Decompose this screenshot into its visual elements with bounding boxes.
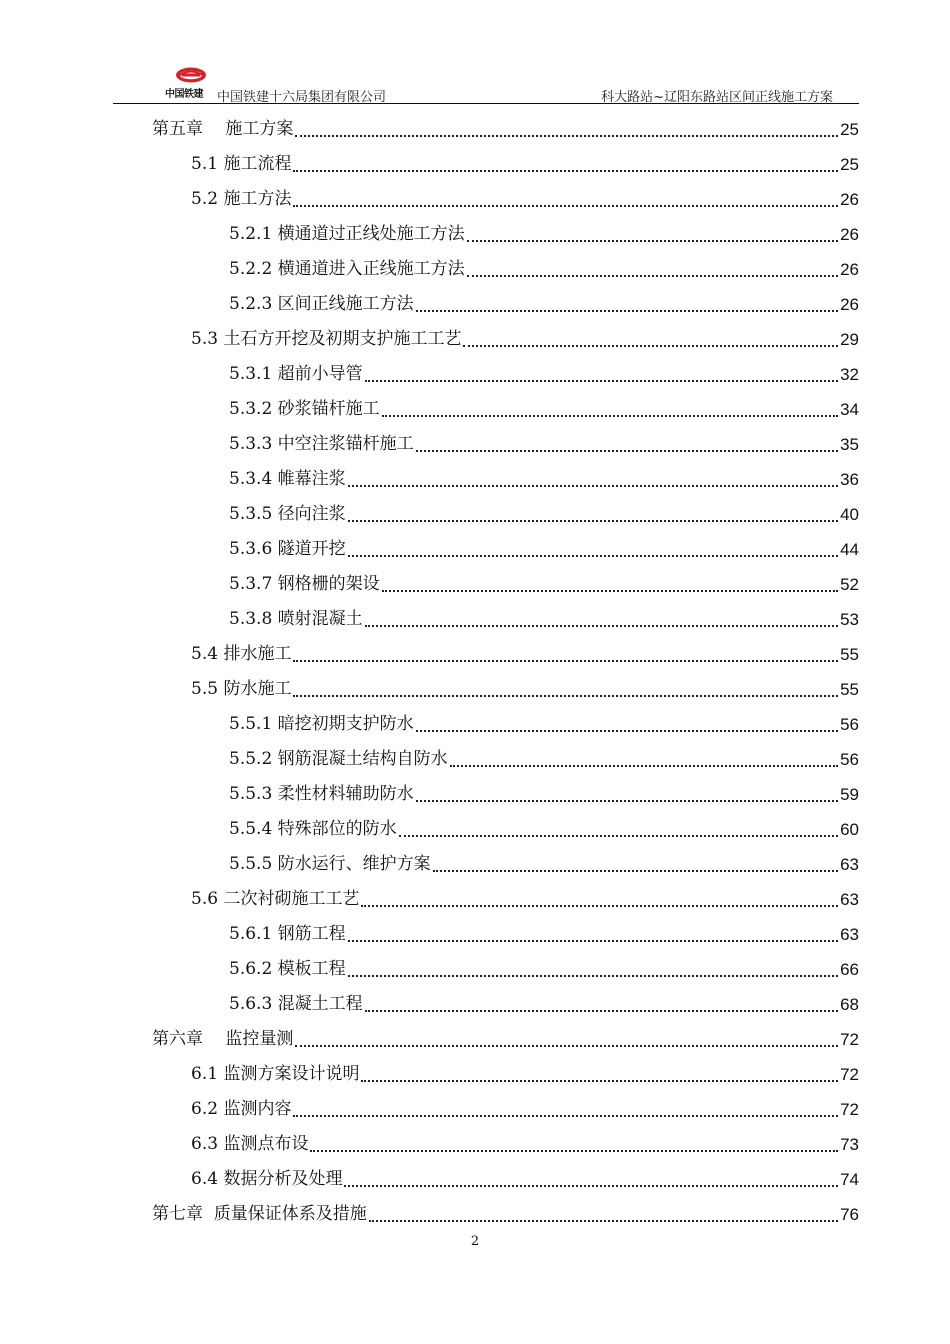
toc-entry-page: 32 [840,365,859,384]
toc-entry-label: 5.5.3 柔性材料辅助防水 [229,784,414,804]
toc-dot-leader [365,380,838,382]
toc-entry[interactable] [152,707,859,742]
toc-entry-label: 5.2.1 横通道过正线处施工方法 [229,224,465,244]
toc-dot-leader [293,170,838,172]
toc-dot-leader [348,485,838,487]
toc-entry[interactable] [152,1092,859,1127]
toc-entry[interactable] [152,252,859,287]
toc-entry[interactable] [152,917,859,952]
toc-entry-label: 5.3.2 砂浆锚杆施工 [229,399,380,419]
toc-dot-leader [293,205,838,207]
toc-entry[interactable] [152,392,859,427]
toc-entry[interactable] [152,567,859,602]
toc-dot-leader [467,240,838,242]
toc-entry-page: 53 [840,610,859,629]
toc-entry-page: 56 [840,750,859,769]
toc-entry-label: 5.3.3 中空注浆锚杆施工 [229,434,414,454]
toc-dot-leader [433,870,838,872]
toc-entry-page: 34 [840,400,859,419]
toc-entry-label: 5.3.7 钢格栅的架设 [229,574,380,594]
header-divider [113,103,859,104]
toc-entry[interactable] [152,462,859,497]
toc-entry-label: 5.2.2 横通道进入正线施工方法 [229,259,465,279]
page-number: 2 [470,1234,480,1249]
toc-entry-label: 5.2.3 区间正线施工方法 [229,294,414,314]
toc-entry-label: 5.3.8 喷射混凝土 [229,609,363,629]
toc-entry-label: 5.5.2 钢筋混凝土结构自防水 [229,749,448,769]
toc-dot-leader [361,905,838,907]
toc-dot-leader [293,660,838,662]
toc-entry-label: 6.2 监测内容 [191,1099,292,1119]
toc-entry[interactable] [152,812,859,847]
toc-entry[interactable] [152,952,859,987]
toc-entry-page: 74 [840,1170,859,1189]
toc-entry-page: 55 [840,680,859,699]
toc-entry-label: 第七章 质量保证体系及措施 [152,1204,367,1224]
toc-dot-leader [348,940,838,942]
toc-entry[interactable] [152,497,859,532]
toc-entry[interactable] [152,1022,859,1057]
toc-dot-leader [382,415,838,417]
toc-entry-page: 26 [840,260,859,279]
page-header [113,66,859,104]
toc-entry[interactable] [152,112,859,147]
toc-entry[interactable] [152,777,859,812]
toc-dot-leader [416,730,838,732]
toc-entry[interactable] [152,1057,859,1092]
toc-entry-label: 6.3 监测点布设 [191,1134,309,1154]
toc-dot-leader [344,1185,838,1187]
toc-entry-label: 5.1 施工流程 [191,154,292,174]
toc-dot-leader [416,310,838,312]
toc-dot-leader [295,1045,838,1047]
toc-entry-page: 40 [840,505,859,524]
toc-entry-label: 5.5.1 暗挖初期支护防水 [229,714,414,734]
toc-entry-page: 66 [840,960,859,979]
toc-entry[interactable] [152,182,859,217]
toc-entry[interactable] [152,147,859,182]
toc-entry-label: 5.5.5 防水运行、维护方案 [229,854,431,874]
toc-entry-label: 5.5 防水施工 [191,679,292,699]
toc-entry-page: 25 [840,155,859,174]
toc-entry[interactable] [152,217,859,252]
toc-entry-page: 26 [840,225,859,244]
toc-dot-leader [463,345,838,347]
toc-entry-page: 63 [840,890,859,909]
toc-dot-leader [450,765,838,767]
toc-entry-label: 6.4 数据分析及处理 [191,1169,343,1189]
toc-entry-label: 5.3.4 帷幕注浆 [229,469,346,489]
toc-entry-label: 5.6.2 模板工程 [229,959,346,979]
toc-entry[interactable] [152,847,859,882]
toc-entry[interactable] [152,637,859,672]
toc-entry-page: 52 [840,575,859,594]
toc-entry-label: 5.3 土石方开挖及初期支护施工工艺 [191,329,462,349]
toc-entry[interactable] [152,1127,859,1162]
toc-dot-leader [361,1080,838,1082]
toc-entry[interactable] [152,357,859,392]
toc-dot-leader [416,450,838,452]
toc-dot-leader [348,975,838,977]
toc-dot-leader [369,1220,838,1222]
toc-entry[interactable] [152,427,859,462]
toc-dot-leader [293,695,838,697]
toc-entry[interactable] [152,672,859,707]
toc-dot-leader [293,1115,838,1117]
toc-entry-page: 29 [840,330,859,349]
toc-entry[interactable] [152,1197,859,1232]
toc-entry-page: 76 [840,1205,859,1224]
toc-entry-label: 5.4 排水施工 [191,644,292,664]
toc-entry-page: 59 [840,785,859,804]
toc-entry-page: 68 [840,995,859,1014]
toc-entry-page: 26 [840,190,859,209]
toc-entry-label: 5.3.5 径向注浆 [229,504,346,524]
toc-dot-leader [399,835,838,837]
toc-entry-page: 72 [840,1100,859,1119]
toc-dot-leader [382,590,838,592]
toc-dot-leader [310,1150,838,1152]
toc-entry-label: 5.6.1 钢筋工程 [229,924,346,944]
table-of-contents [152,112,859,1232]
toc-entry[interactable] [152,287,859,322]
toc-entry-label: 5.3.1 超前小导管 [229,364,363,384]
toc-entry-label: 5.6.3 混凝土工程 [229,994,363,1014]
toc-entry[interactable] [152,602,859,637]
toc-dot-leader [416,800,838,802]
toc-entry-label: 第五章 施工方案 [152,119,294,139]
toc-entry-page: 35 [840,435,859,454]
toc-entry[interactable] [152,532,859,567]
toc-entry[interactable] [152,882,859,917]
toc-entry-label: 5.5.4 特殊部位的防水 [229,819,397,839]
toc-entry-page: 26 [840,295,859,314]
toc-entry[interactable] [152,322,859,357]
logo-wordmark: 中国铁建 [165,89,203,100]
toc-dot-leader [467,275,838,277]
toc-entry-label: 第六章 监控量测 [152,1029,294,1049]
toc-entry-label: 5.6 二次衬砌施工工艺 [191,889,360,909]
toc-entry-page: 63 [840,925,859,944]
toc-entry-page: 73 [840,1135,859,1154]
toc-entry-label: 6.1 监测方案设计说明 [191,1064,360,1084]
toc-entry[interactable] [152,987,859,1022]
document-title: 科大路站~辽阳东路站区间正线施工方案 [601,90,833,105]
toc-entry-page: 25 [840,120,859,139]
toc-dot-leader [365,1010,838,1012]
toc-entry-page: 55 [840,645,859,664]
toc-entry-page: 36 [840,470,859,489]
toc-entry-page: 44 [840,540,859,559]
toc-entry-page: 60 [840,820,859,839]
toc-entry-label: 5.3.6 隧道开挖 [229,539,346,559]
toc-entry[interactable] [152,742,859,777]
toc-entry-page: 56 [840,715,859,734]
toc-dot-leader [348,520,838,522]
toc-entry-label: 5.2 施工方法 [191,189,292,209]
toc-dot-leader [365,625,838,627]
toc-entry-page: 63 [840,855,859,874]
toc-entry[interactable] [152,1162,859,1197]
toc-entry-page: 72 [840,1065,859,1084]
toc-dot-leader [295,135,838,137]
toc-entry-page: 72 [840,1030,859,1049]
toc-dot-leader [348,555,838,557]
company-name: 中国铁建十六局集团有限公司 [217,90,387,105]
